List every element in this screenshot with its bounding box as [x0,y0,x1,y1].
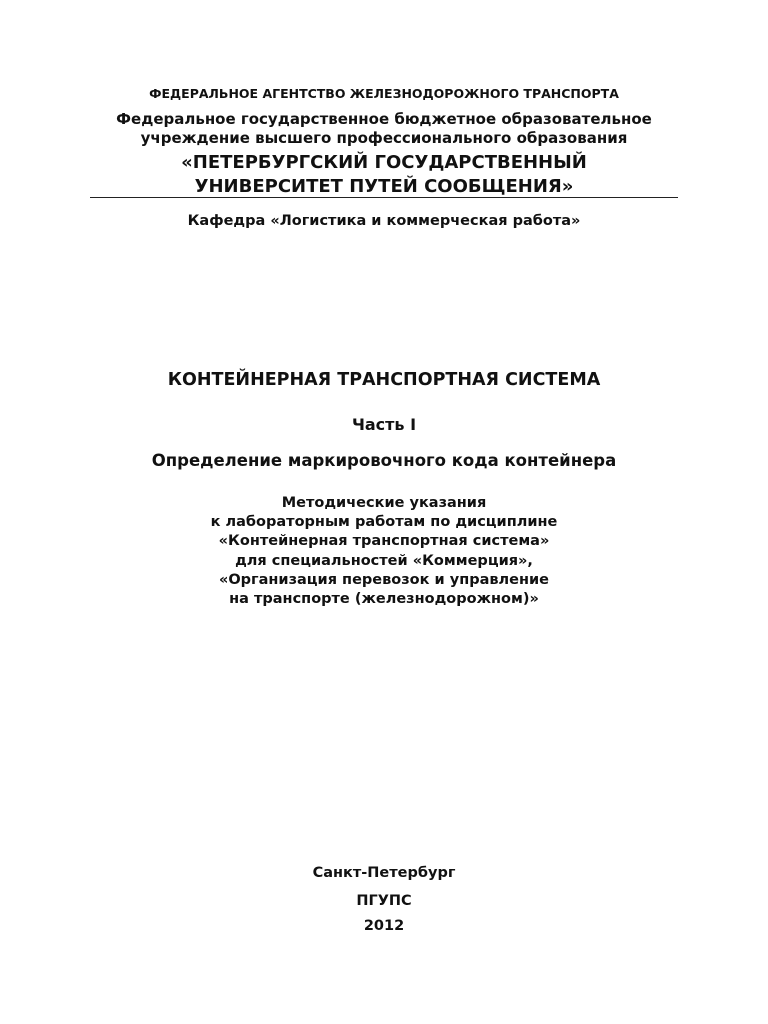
institution-line-2: учреждение высшего профессионального образования [140,129,628,147]
institution-line-1: Федеральное государственное бюджетное образовательное [116,110,652,128]
part-label: Часть I [351,415,417,434]
department-name: Кафедра «Логистика и коммерческая работа» [187,213,581,229]
guidelines-line: «Организация перевозок и управление [218,571,550,588]
agency-name: ФЕДЕРАЛЬНОЕ АГЕНТСТВО ЖЕЛЕЗНОДОРОЖНОГО ТРАНСПОРТА [149,86,619,101]
document-title: КОНТЕЙНЕРНАЯ ТРАНСПОРТНАЯ СИСТЕМА [167,370,601,390]
publication-year: 2012 [363,918,405,934]
university-name-line-2: УНИВЕРСИТЕТ ПУТЕЙ СООБЩЕНИЯ» [194,176,574,197]
guidelines-line: «Контейнерная транспортная система» [218,533,550,550]
publication-city: Санкт-Петербург [312,865,456,881]
publisher-name: ПГУПС [356,893,412,909]
guidelines-line: для специальностей «Коммерция», [235,552,533,569]
guidelines-line: к лабораторным работам по дисциплине [210,514,558,531]
guidelines-block [0,494,768,609]
header-divider [90,197,678,198]
university-name-line-1: «ПЕТЕРБУРГСКИЙ ГОСУДАРСТВЕННЫЙ [181,152,587,173]
guidelines-line: на транспорте (железнодорожном)» [229,591,539,608]
guidelines-line: Методические указания [281,495,487,511]
document-subtitle: Определение маркировочного кода контейнера [151,451,617,470]
